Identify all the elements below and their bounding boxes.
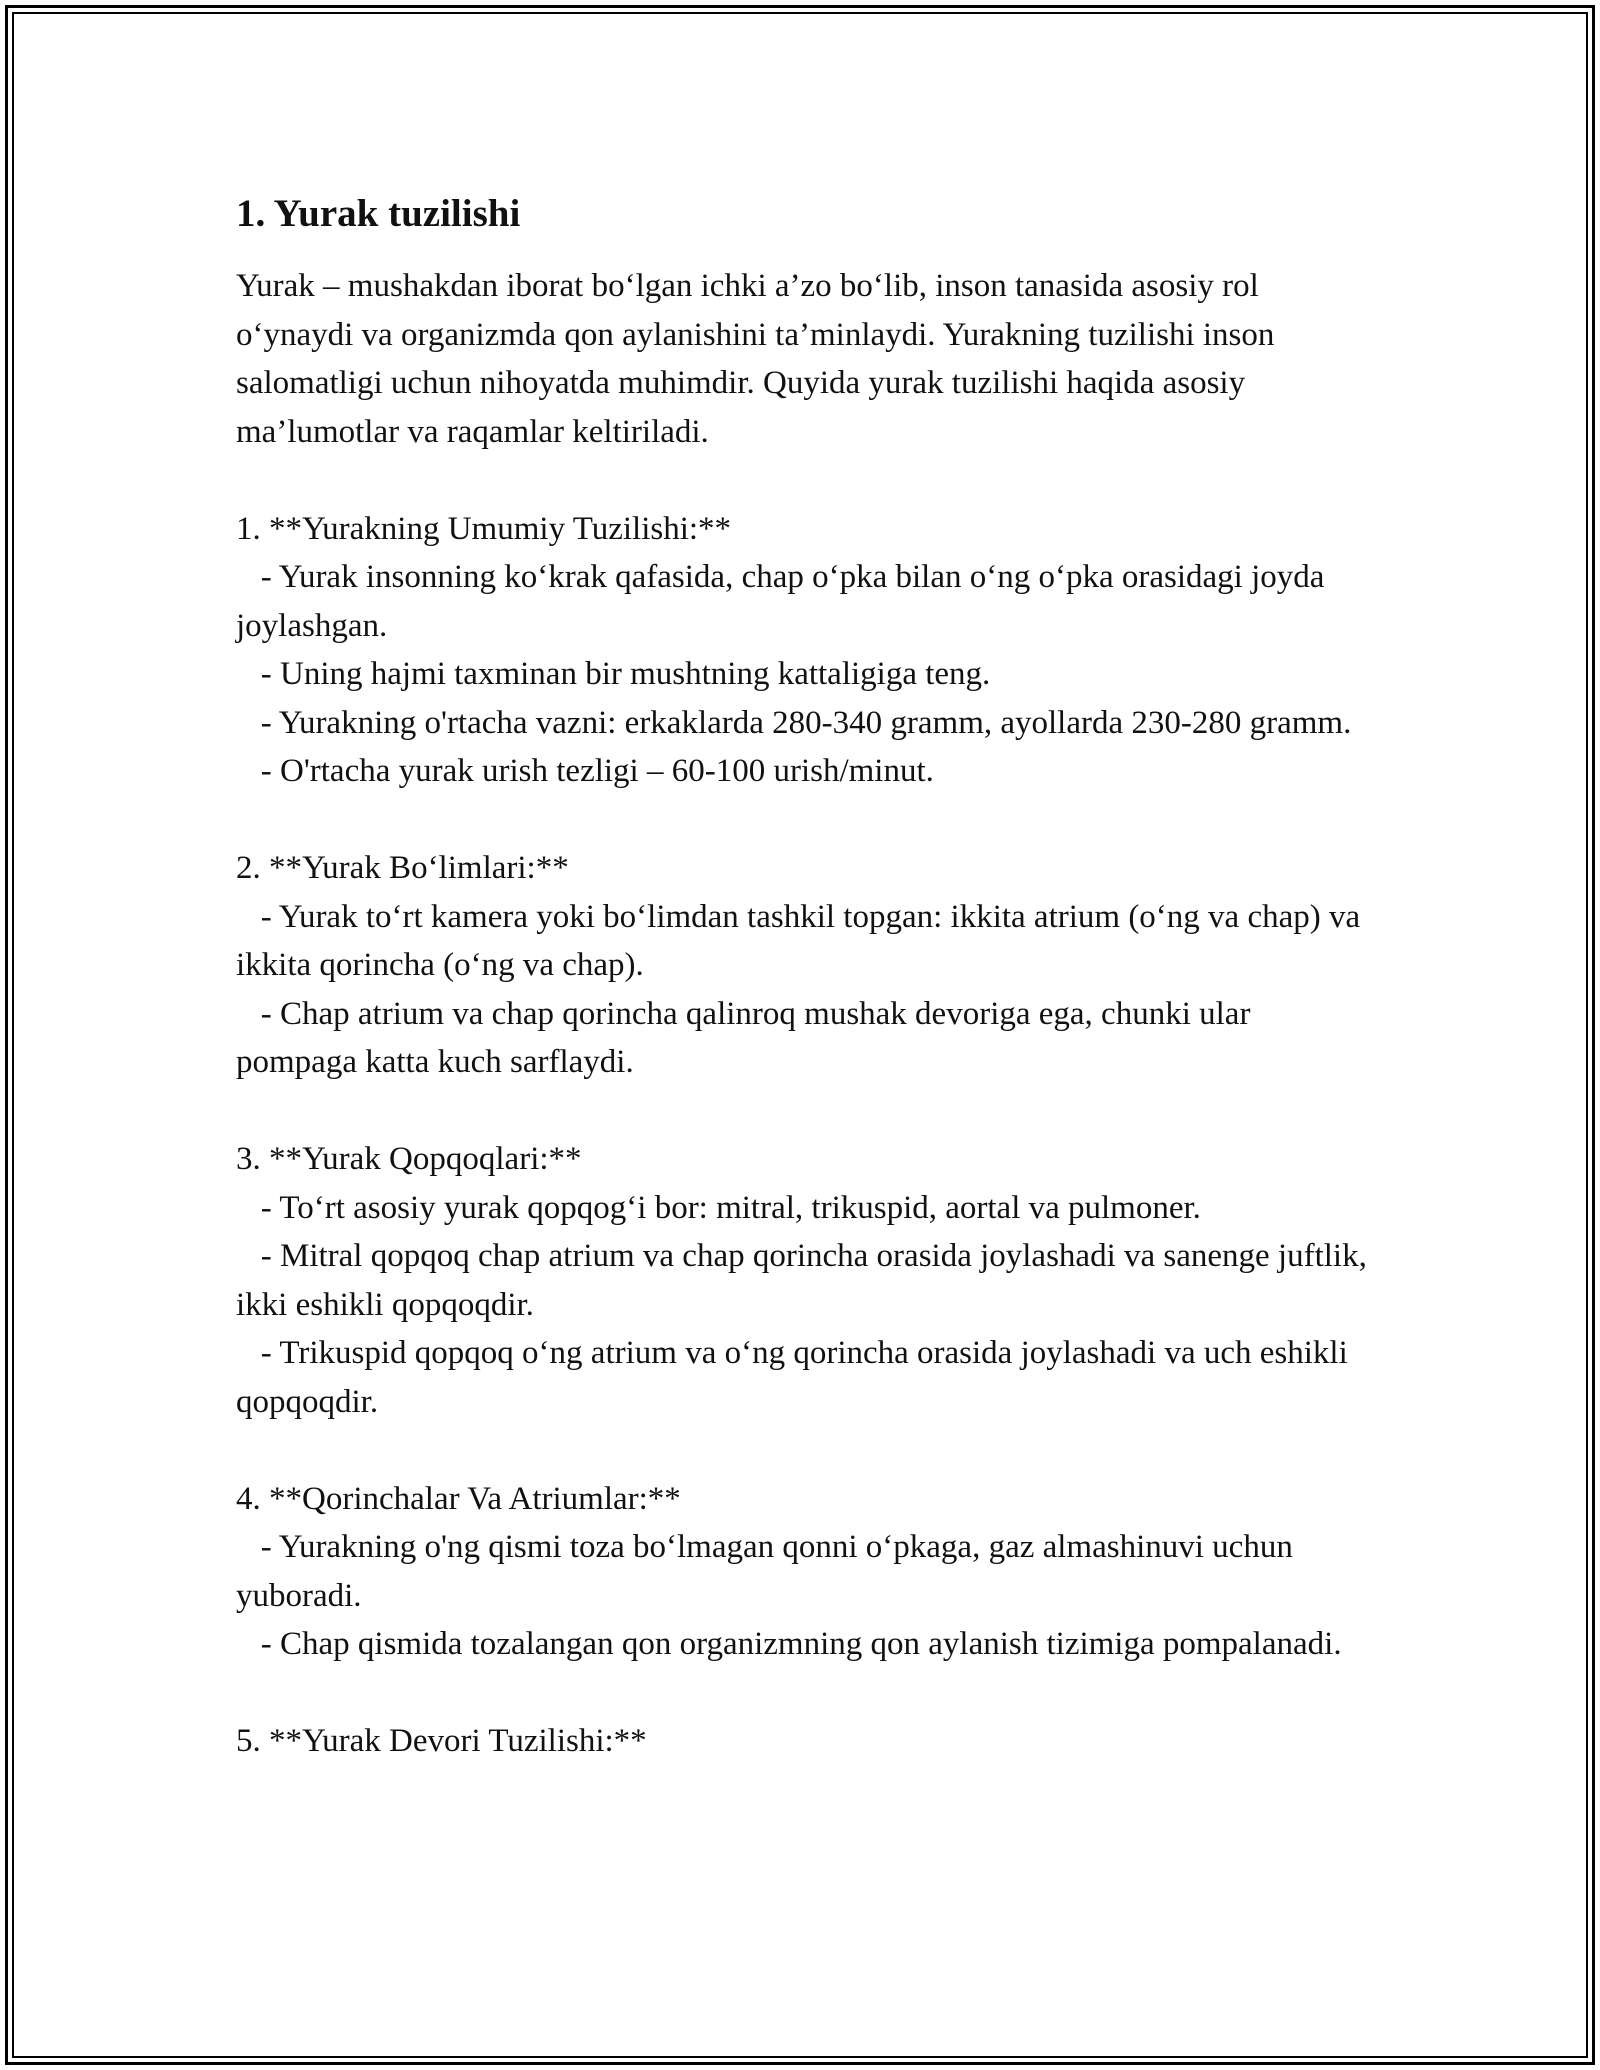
section-title: 5. **Yurak Devori Tuzilishi:** <box>236 1723 647 1759</box>
section-heart-wall <box>236 1717 1376 1766</box>
list-item: - Yurak to‘rt kamera yoki bo‘limdan tashkil topgan: ikkita atrium (o‘ng va chap) va ikkita qorincha (o‘ng va chap). <box>236 898 1369 983</box>
list-item: - Yurak insonning ko‘krak qafasida, chap o‘pka bilan o‘ng o‘pka orasidagi joyda joylashgan. <box>236 559 1333 644</box>
list-item: - O'rtacha yurak urish tezligi – 60-100 urish/minut. <box>236 753 934 789</box>
list-item: - Mitral qopqoq chap atrium va chap qorincha orasida joylashadi va sanenge juftlik, ikki eshikli qopqoqdir. <box>236 1238 1376 1323</box>
section-title: 3. **Yurak Qopqoqlari:** <box>236 1141 582 1177</box>
list-item: - Chap atrium va chap qorincha qalinroq mushak devoriga ega, chunki ular pompaga katta kuch sarflaydi. <box>236 995 1259 1080</box>
section-ventricles-atria <box>236 1475 1376 1669</box>
section-title: 4. **Qorinchalar Va Atriumlar:** <box>236 1480 681 1517</box>
section-title: 1. **Yurakning Umumiy Tuzilishi:** <box>236 510 732 547</box>
section-heart-valves <box>236 1135 1376 1426</box>
section-general-structure <box>236 505 1376 796</box>
list-item: - Yurakning o'ng qismi toza bo‘lmagan qonni o‘pkaga, gaz almashinuvi uchun yuboradi. <box>236 1529 1302 1614</box>
list-item: - Trikuspid qopqoq o‘ng atrium va o‘ng qorincha orasida joylashadi va uch eshikli qopqoqdir. <box>236 1335 1357 1420</box>
list-item: - Chap qismida tozalangan qon organizmning qon aylanish tizimiga pompalanadi. <box>236 1626 1342 1662</box>
list-item: - Uning hajmi taxminan bir mushtning kattaligiga teng. <box>236 656 991 692</box>
document-body <box>236 188 1376 1766</box>
section-title: 2. **Yurak Bo‘limlari:** <box>236 850 569 886</box>
intro-paragraph: Yurak – mushakdan iborat bo‘lgan ichki a’zo bo‘lib, inson tanasida asosiy rol o‘ynaydi va organizmda qon aylanishini ta’minlaydi. Yurakning tuzilishi inson salomatligi uchun nihoyatda muhimdir. Quyida yurak tuzilishi haqida asosiy ma’lumotlar va raqamlar keltiriladi. <box>236 268 1275 450</box>
list-item: - To‘rt asosiy yurak qopqog‘i bor: mitral, trikuspid, aortal va pulmoner. <box>236 1189 1201 1226</box>
list-item: - Yurakning o'rtacha vazni: erkaklarda 280-340 gramm, ayollarda 230-280 gramm. <box>236 704 1352 741</box>
section-heart-chambers <box>236 844 1376 1087</box>
document-heading: 1. Yurak tuzilishi <box>236 192 521 235</box>
